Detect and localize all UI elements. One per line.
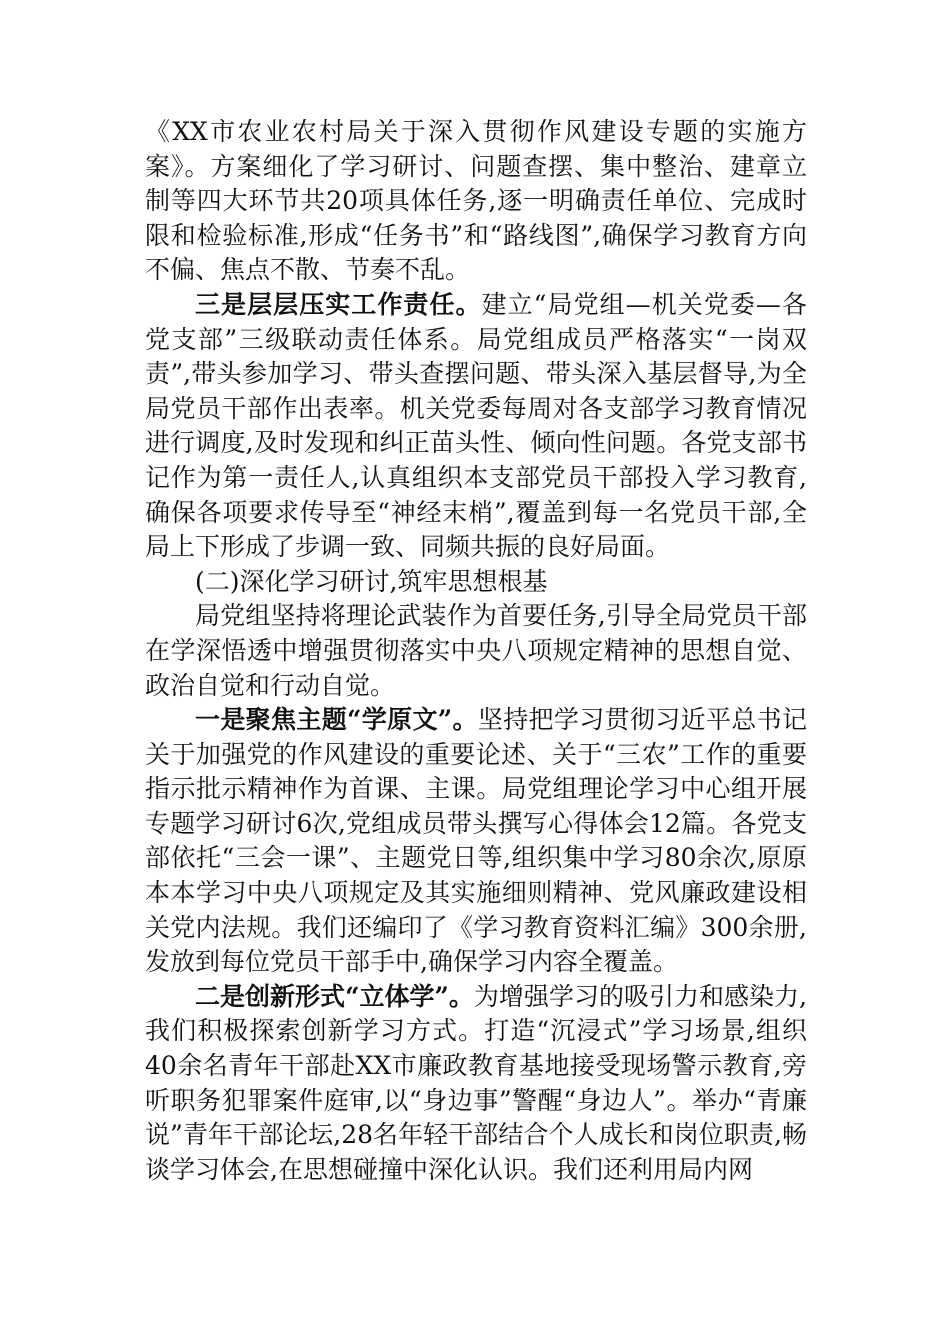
paragraph-lead: 三是层层压实工作责任。 (195, 289, 482, 319)
section-heading-text: (二)深化学习研讨,筑牢思想根基 (195, 566, 548, 596)
paragraph-theory-intro (145, 599, 807, 703)
section-heading-study (145, 565, 807, 600)
paragraph-text: 坚持把学习贯彻习近平总书记关于加强党的作风建设的重要论述、关于“三农”工作的重要指示批示精神作为首课、主课。局党组理论学习中心组开展专题学习研讨6次,党组成员带头撰写心得体会12篇。各党支部依托“三会一课”、主题党日等,组织集中学习80余次,原原本本学习中央八项规定及其实施细则精神、党风廉政建设相关党内法规。我们还编印了《学习教育资料汇编》300余册,发放到每位党员干部手中,确保学习内容全覆盖。 (145, 705, 807, 977)
paragraph-text: 为增强学习的吸引力和感染力,我们积极探索创新学习方式。打造“沉浸式”学习场景,组织40余名青年干部赴XX市廉政教育基地接受现场警示教育,旁听职务犯罪案件庭审,以“身边事”警醒“身边人”。举办“青廉说”青年干部论坛,28名年轻干部结合个人成长和岗位职责,畅谈学习体会,在思想碰撞中深化认识。我们还利用局内网 (145, 981, 808, 1184)
paragraph-lead: 二是创新形式“立体学”。 (195, 981, 474, 1011)
paragraph-responsibility (145, 288, 807, 565)
paragraph-lead: 一是聚焦主题“学原文”。 (195, 705, 478, 735)
document-body (145, 115, 807, 1187)
paragraph-plan-details (145, 115, 807, 288)
paragraph-text: 《XX市农业农村局关于深入贯彻作风建设专题的实施方案》。方案细化了学习研讨、问题查摆、集中整治、建章立制等四大环节共20项具体任务,逐一明确责任单位、完成时限和检验标准,形成“任务书”和“路线图”,确保学习教育方向不偏、焦点不散、节奏不乱。 (145, 117, 807, 285)
paragraph-text: 局党组坚持将理论武装作为首要任务,引导全局党员干部在学深悟透中增强贯彻落实中央八项规定精神的思想自觉、政治自觉和行动自觉。 (145, 601, 807, 700)
paragraph-text: 建立“局党组—机关党委—各党支部”三级联动责任体系。局党组成员严格落实“一岗双责”,带头参加学习、带头查摆问题、带头深入基层督导,为全局党员干部作出表率。机关党委每周对各支部学习教育情况进行调度,及时发现和纠正苗头性、倾向性问题。各党支部书记作为第一责任人,认真组织本支部党员干部投入学习教育,确保各项要求传导至“神经末梢”,覆盖到每一名党员干部,全局上下形成了步调一致、同频共振的良好局面。 (145, 289, 807, 562)
paragraph-study-original (145, 703, 807, 980)
paragraph-innovative-study (145, 980, 807, 1188)
